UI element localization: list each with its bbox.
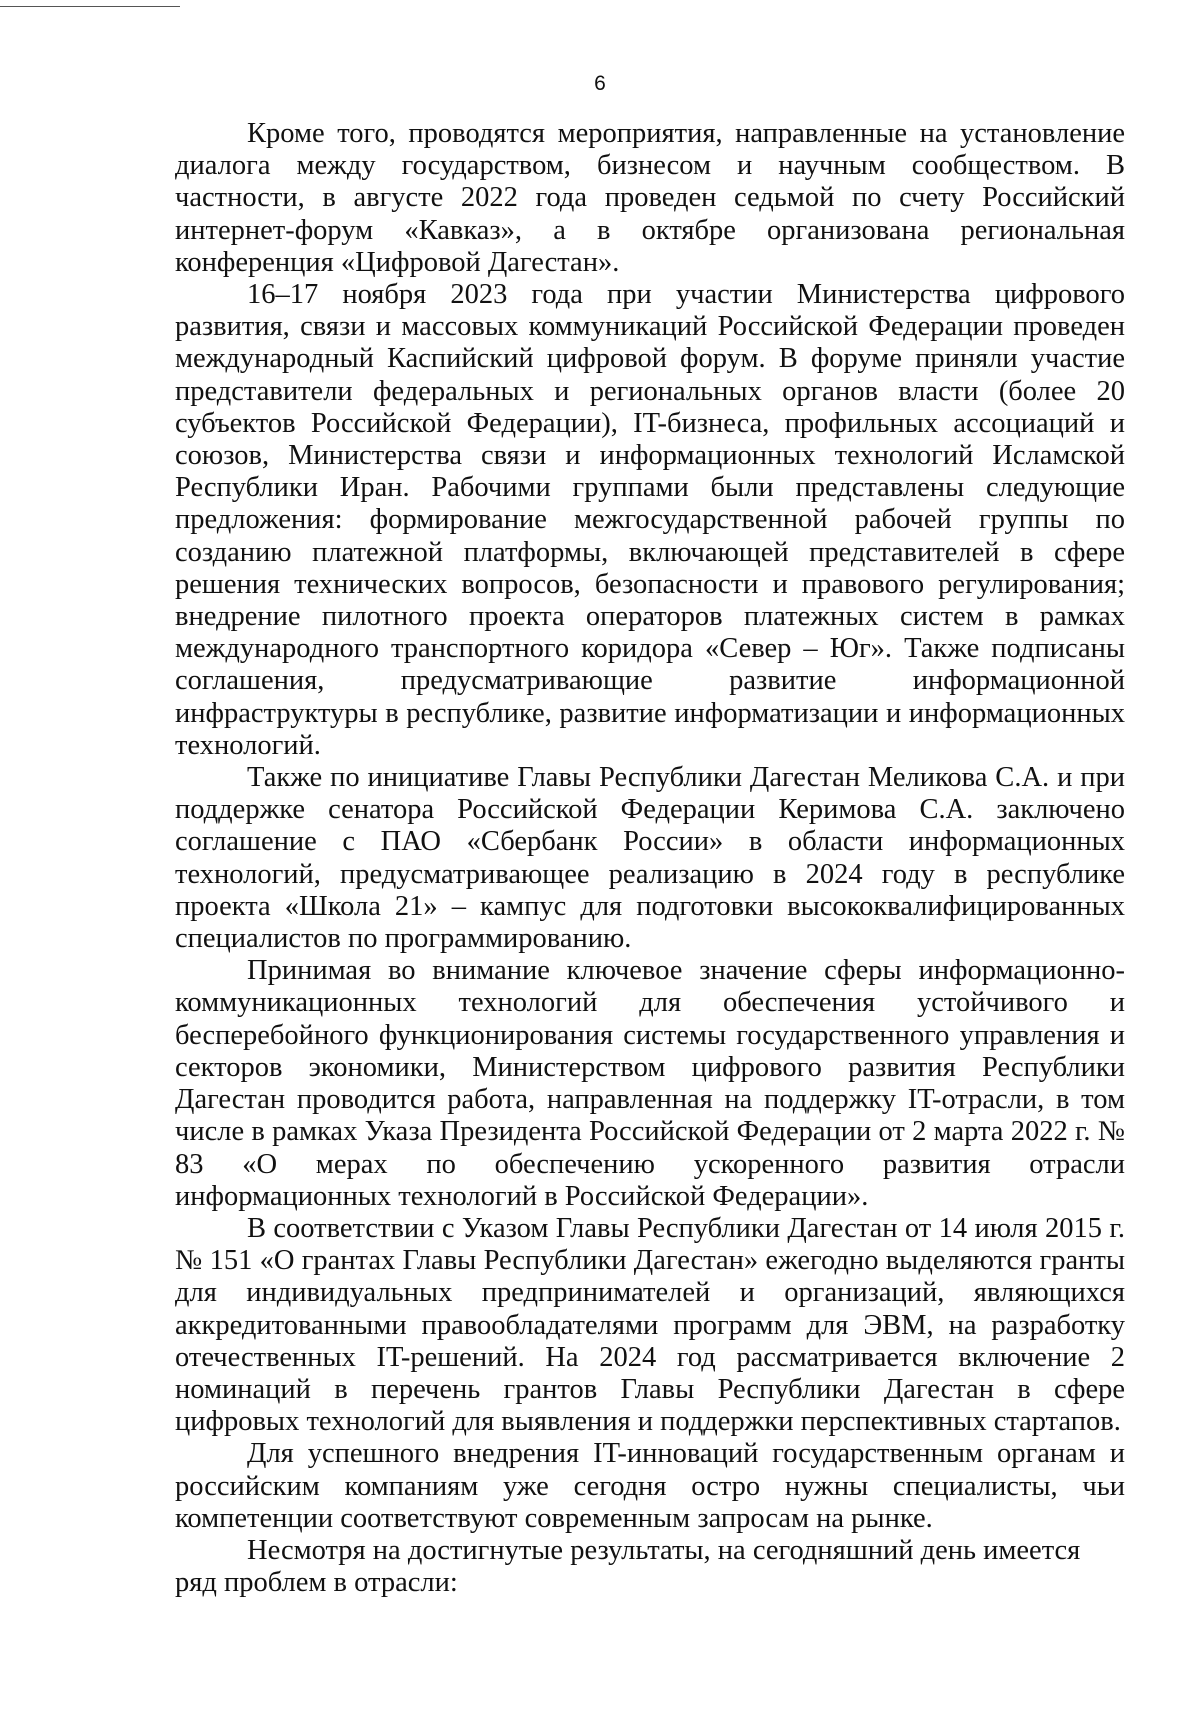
paragraph-school-21: Также по инициативе Главы Республики Дагестан Меликова С.А. и при поддержке сенатора Российской Федерации Керимова С.А. заключено соглашение с ПАО «Сбербанк России» в области информационных технологий, предусматривающее реализацию в 2024 году в республике проекта «Школа 21» – кампус для подготовки высококвалифицированных специалистов по программированию. — [175, 762, 1125, 955]
page-number: 6 — [594, 72, 606, 95]
paragraph-caspian-forum: 16–17 ноября 2023 года при участии Министерства цифрового развития, связи и массовых коммуникаций Российской Федерации проведен международный Каспийский цифровой форум. В форуме приняли участие представители федеральных и региональных органов власти (более 20 субъектов Российской Федерации), IT-бизнеса, профильных ассоциаций и союзов, Министерства связи и информационных технологий Исламской Республики Иран. Рабочими группами были представлены следующие предложения: формирование межгосударственной рабочей группы по созданию платежной платформы, включающей представителей в сфере решения технических вопросов, безопасности и правового регулирования; внедрение пилотного проекта операторов платежных систем в рамках международного транспортного коридора «Север – Юг». Также подписаны соглашения, предусматривающие развитие информационной инфраструктуры в республике, развитие информатизации и информационных технологий. — [175, 279, 1125, 761]
paragraph-specialists: Для успешного внедрения IT-инноваций государственным органам и российским компаниям уже сегодня остро нужны специалисты, чьи компетенции соответствуют современным запросам на рынке. — [175, 1438, 1125, 1534]
scan-edge-line — [0, 6, 180, 7]
paragraph-grants: В соответствии с Указом Главы Республики Дагестан от 14 июля 2015 г. № 151 «О грантах Главы Республики Дагестан» ежегодно выделяются гранты для индивидуальных предпринимателей и организаций, являющихся аккредитованными правообладателями программ для ЭВМ, на разработку отечественных IT-решений. На 2024 год рассматривается включение 2 номинаций в перечень грантов Главы Республики Дагестан в сфере цифровых технологий для выявления и поддержки перспективных стартапов. — [175, 1212, 1125, 1438]
document-body — [175, 118, 1125, 1599]
paragraph-it-industry-support: Принимая во внимание ключевое значение сферы информационно-коммуникационных технологий для обеспечения устойчивого и бесперебойного функционирования системы государственного управления и секторов экономики, Министерством цифрового развития Республики Дагестан проводится работа, направленная на поддержку IT-отрасли, в том числе в рамках Указа Президента Российской Федерации от 2 марта 2022 г. № 83 «О мерах по обеспечению ускоренного развития отрасли информационных технологий в Российской Федерации». — [175, 955, 1125, 1212]
paragraph-problems: Несмотря на достигнутые результаты, на сегодняшний день имеется ряд проблем в отрасли: — [175, 1534, 1081, 1599]
paragraph-forum-kavkaz: Кроме того, проводятся мероприятия, направленные на установление диалога между государством, бизнесом и научным сообществом. В частности, в августе 2022 года проведен седьмой по счету Российский интернет-форум «Кавказ», а в октябре организована региональная конференция «Цифровой Дагестан». — [175, 118, 1125, 278]
